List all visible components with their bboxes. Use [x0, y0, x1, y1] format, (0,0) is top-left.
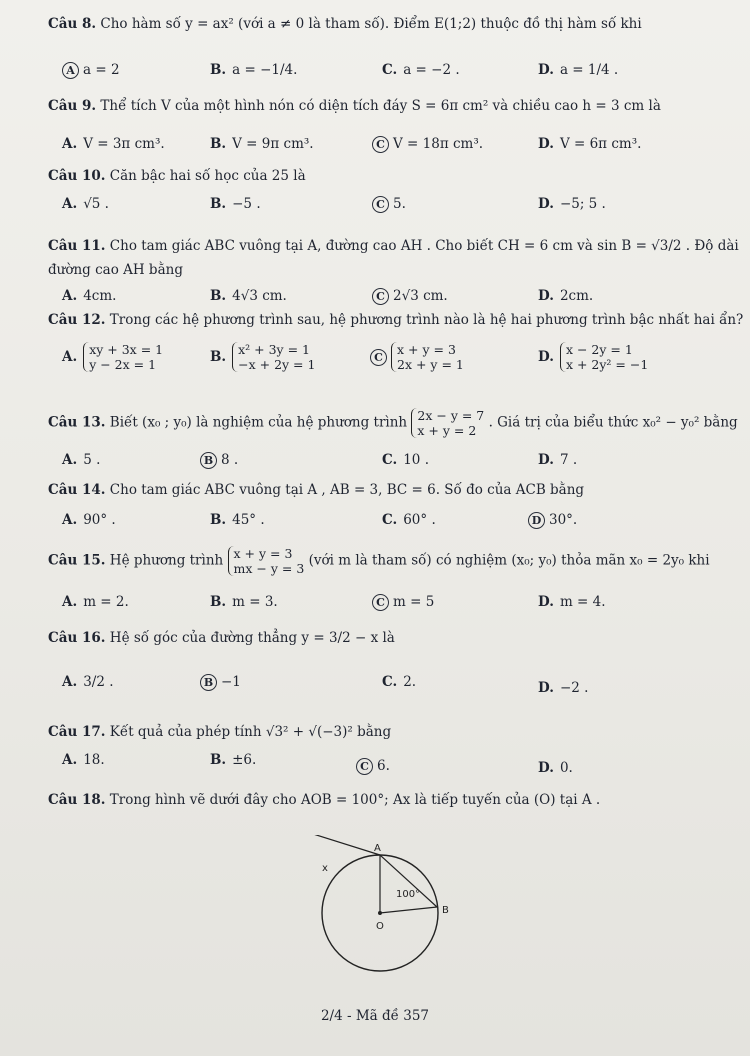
question-text-continued: (với m là tham số) có nghiệm (x₀; y₀) thỏa mãn x₀ = 2y₀ khi: [308, 552, 710, 569]
equation-system: x + y = 3 2x + y = 1: [391, 342, 464, 372]
page-footer: 2/4 - Mã đề 357: [320, 1008, 430, 1024]
option-b[interactable]: B. m = 3.: [210, 594, 278, 610]
question-text: Thể tích V của một hình nón có diện tích đáy S = 6π cm² và chiều cao h = 3 cm là: [100, 98, 661, 114]
radius-ob: [380, 907, 437, 913]
question-text: Trong hình vẽ dưới đây cho AOB = 100°; Ax là tiếp tuyến của (O) tại A .: [109, 792, 601, 808]
option-a[interactable]: A. 4cm.: [62, 288, 117, 304]
option-a[interactable]: A. 3/2 .: [62, 674, 114, 690]
question-number: Câu 10.: [48, 168, 106, 184]
option-d[interactable]: D. m = 4.: [538, 594, 606, 610]
question-number: Câu 8.: [48, 16, 97, 32]
option-d[interactable]: D 30°.: [528, 512, 577, 529]
option-d[interactable]: D. 0.: [538, 760, 573, 776]
option-b[interactable]: B. a = −1/4.: [210, 62, 298, 78]
question-number: Câu 18.: [48, 792, 106, 808]
answer-circle-icon: C: [356, 758, 373, 775]
option-b[interactable]: B. 45° .: [210, 512, 265, 528]
question-8: [48, 14, 708, 34]
tangent-ax: [310, 835, 380, 855]
question-text-continued: . Giá trị của biểu thức x₀² − y₀² bằng: [488, 414, 738, 431]
option-c[interactable]: C 2√3 cm.: [372, 288, 448, 305]
question-number: Câu 13.: [48, 414, 106, 431]
question-11: [48, 236, 739, 256]
question-10: [48, 166, 708, 186]
question-14: [48, 480, 708, 500]
question-text: Cho tam giác ABC vuông tại A, đường cao AH . Cho biết CH = 6 cm và sin B = √3/2 . Độ dài: [109, 238, 739, 254]
question-text: Hệ số góc của đường thẳng y = 3/2 − x là: [109, 630, 395, 646]
answer-circle-icon: B: [200, 452, 217, 469]
equation-system: xy + 3x = 1 y − 2x = 1: [83, 342, 163, 372]
question-text-continued: đường cao AH bằng: [48, 262, 183, 278]
question-17: [48, 722, 708, 742]
label-angle: 100°: [396, 889, 421, 900]
answer-circle-icon: B: [200, 674, 217, 691]
option-c[interactable]: C m = 5: [372, 594, 434, 611]
option-a[interactable]: A. V = 3π cm³.: [62, 136, 165, 152]
option-a[interactable]: A. xy + 3x = 1 y − 2x = 1: [62, 342, 164, 372]
answer-circle-icon: C: [370, 349, 387, 366]
question-12: [48, 310, 744, 330]
question-number: Câu 9.: [48, 98, 97, 114]
option-b[interactable]: B. V = 9π cm³.: [210, 136, 314, 152]
label-o: O: [376, 921, 384, 932]
circle-tangent-figure: [300, 835, 480, 975]
question-text: Kết quả của phép tính √3² + √(−3)² bằng: [109, 724, 392, 740]
answer-circle-icon: C: [372, 288, 389, 305]
answer-circle-icon: A: [62, 62, 79, 79]
option-d[interactable]: D. V = 6π cm³.: [538, 136, 642, 152]
question-18: [48, 790, 708, 810]
question-text: Cho tam giác ABC vuông tại A , AB = 3, BC = 6. Số đo của ACB bằng: [109, 482, 585, 498]
option-c[interactable]: C. 10 .: [382, 452, 429, 468]
option-a[interactable]: A a = 2: [62, 62, 120, 79]
option-c[interactable]: C 5.: [372, 196, 406, 213]
option-c[interactable]: C. a = −2 .: [382, 62, 460, 78]
center-point: [378, 911, 382, 915]
answer-circle-icon: D: [528, 512, 545, 529]
option-b[interactable]: B. x² + 3y = 1 −x + 2y = 1: [210, 342, 316, 372]
option-a[interactable]: A. 90° .: [62, 512, 116, 528]
option-c[interactable]: C 6.: [356, 758, 390, 775]
option-a[interactable]: A. 5 .: [62, 452, 101, 468]
question-text: Biết (x₀ ; y₀) là nghiệm của hệ phương trình: [109, 414, 408, 431]
option-b[interactable]: B. 4√3 cm.: [210, 288, 287, 304]
option-d[interactable]: D. x − 2y = 1 x + 2y² = −1: [538, 342, 649, 372]
answer-circle-icon: C: [372, 136, 389, 153]
option-a[interactable]: A. 18.: [62, 752, 105, 768]
question-number: Câu 15.: [48, 552, 106, 569]
label-a: A: [374, 843, 381, 854]
option-c[interactable]: C V = 18π cm³.: [372, 136, 483, 153]
option-b[interactable]: B −1: [200, 674, 241, 691]
question-text: Hệ phương trình: [109, 552, 224, 569]
question-number: Câu 16.: [48, 630, 106, 646]
option-d[interactable]: D. 7 .: [538, 452, 578, 468]
question-number: Câu 14.: [48, 482, 106, 498]
question-9: [48, 96, 708, 116]
equation-system: x + y = 3 mx − y = 3: [228, 546, 305, 576]
question-number: Câu 11.: [48, 238, 106, 254]
option-a[interactable]: A. √5 .: [62, 196, 109, 212]
option-d[interactable]: D. a = 1/4 .: [538, 62, 619, 78]
label-x: x: [322, 863, 328, 874]
option-c[interactable]: [370, 342, 464, 372]
question-number: Câu 17.: [48, 724, 106, 740]
option-c[interactable]: C. 2.: [382, 674, 417, 690]
answer-circle-icon: C: [372, 196, 389, 213]
question-15: [48, 546, 708, 576]
answer-circle-icon: C: [372, 594, 389, 611]
equation-system: x² + 3y = 1 −x + 2y = 1: [232, 342, 315, 372]
question-text: Căn bậc hai số học của 25 là: [109, 168, 306, 184]
question-13: [48, 408, 738, 438]
question-text: Cho hàm số y = ax² (với a ≠ 0 là tham số). Điểm E(1;2) thuộc đồ thị hàm số khi: [100, 16, 642, 32]
option-b[interactable]: B 8 .: [200, 452, 238, 469]
option-d[interactable]: D. −5; 5 .: [538, 196, 606, 212]
option-b[interactable]: B. −5 .: [210, 196, 261, 212]
question-16: [48, 628, 708, 648]
option-b[interactable]: B. ±6.: [210, 752, 257, 768]
question-number: Câu 12.: [48, 312, 106, 328]
equation-system: x − 2y = 1 x + 2y² = −1: [560, 342, 648, 372]
label-b: B: [442, 905, 449, 916]
option-d[interactable]: D. −2 .: [538, 680, 589, 696]
option-a[interactable]: A. m = 2.: [62, 594, 129, 610]
equation-system: 2x − y = 7 x + y = 2: [411, 408, 484, 438]
question-text: Trong các hệ phương trình sau, hệ phương trình nào là hệ hai phương trình bậc nhất hai ẩn?: [109, 312, 744, 328]
option-c[interactable]: C. 60° .: [382, 512, 436, 528]
option-d[interactable]: D. 2cm.: [538, 288, 594, 304]
